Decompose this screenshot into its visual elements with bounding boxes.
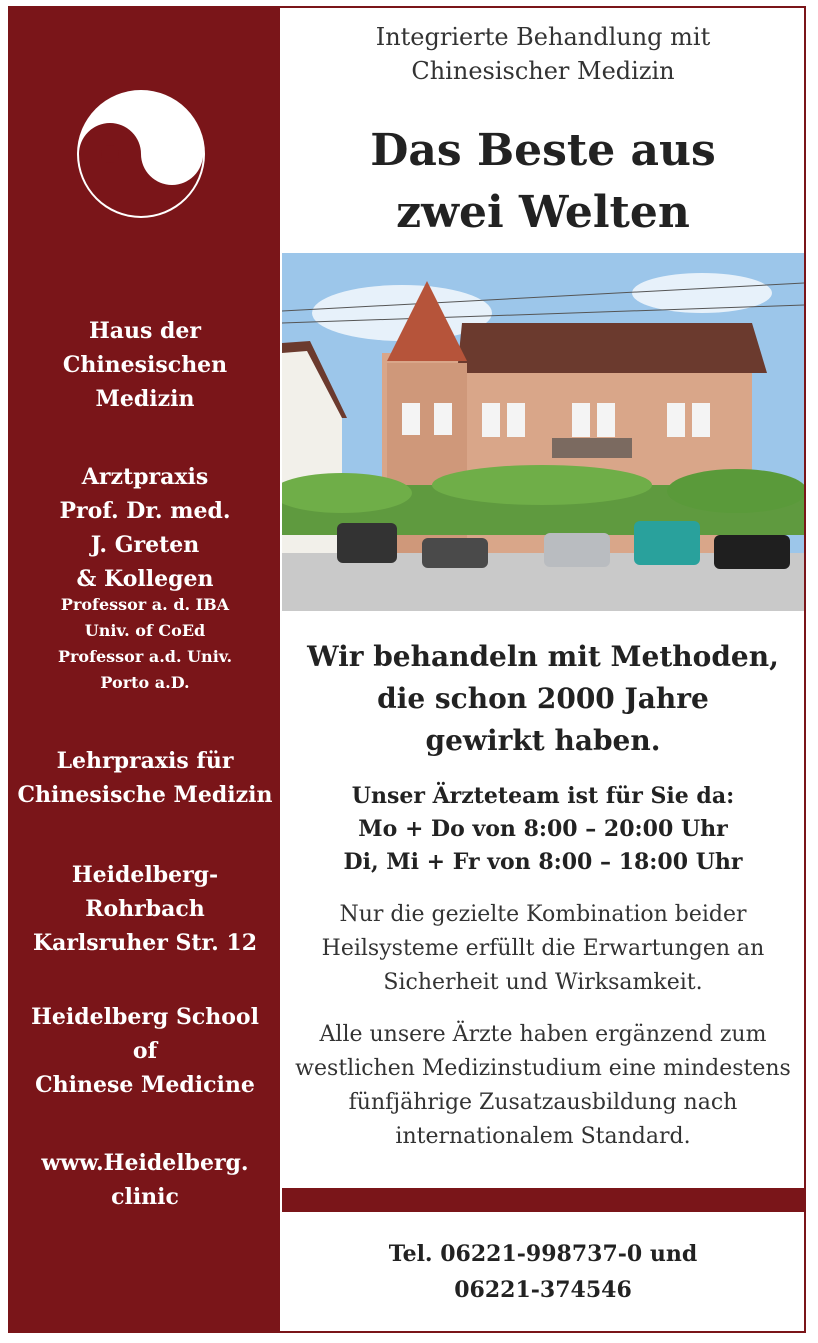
paragraph-line: Heilsysteme erfüllt die Erwartungen an [321,936,765,961]
practice-line: J. Greten [90,532,200,558]
building-illustration [282,253,804,611]
doctors-paragraph [282,1018,804,1154]
school-line: of [132,1038,158,1064]
paragraph-line: Sicherheit und Wirksamkeit. [383,970,703,995]
practice-line: & Kollegen [76,566,214,592]
headline-line: Das Beste aus [370,125,716,176]
phone-line[interactable]: Tel. 06221-998737-0 und [388,1241,698,1267]
paragraph-line: internationalem Standard. [395,1124,691,1149]
headline [282,120,804,244]
address-line: Heidelberg- [71,862,219,888]
slogan [282,636,804,762]
hours-line: Mo + Do von 8:00 – 20:00 Uhr [358,816,728,842]
address [10,858,280,960]
divider-bar [282,1188,804,1212]
intro-line: Integrierte Behandlung mit [375,23,711,51]
website-line[interactable]: www.Heidelberg. [41,1150,249,1176]
paragraph-line: fünfjährige Zusatzausbildung nach [348,1090,738,1115]
school-line: Heidelberg School [31,1004,259,1030]
opening-hours [282,780,804,879]
institute-line: Medizin [95,386,195,412]
phone-line[interactable]: 06221-374546 [454,1277,632,1303]
main-column [282,8,804,1331]
practice-line: Prof. Dr. med. [59,498,231,524]
teaching-line: Chinesische Medizin [17,782,273,808]
website[interactable] [10,1146,280,1214]
slogan-line: gewirkt haben. [425,724,661,757]
intro-text [282,20,804,88]
credential-line: Univ. of CoEd [84,621,206,640]
school-name [10,1000,280,1102]
institute-line: Haus der [88,318,202,344]
credential-line: Professor a. d. IBA [60,595,230,614]
credentials [10,592,280,696]
practice-name [10,460,280,596]
paragraph-line: Alle unsere Ärzte haben ergänzend zum [319,1022,767,1047]
phone-numbers[interactable] [282,1236,804,1308]
teaching-line: Lehrpraxis für [56,748,234,774]
slogan-line: die schon 2000 Jahre [377,682,709,715]
credential-line: Porto a.D. [100,673,190,692]
website-line[interactable]: clinic [111,1184,179,1210]
combination-paragraph [282,898,804,1000]
paragraph-line: Nur die gezielte Kombination beider [339,902,747,927]
school-line: Chinese Medicine [35,1072,255,1098]
paragraph-line: westlichen Medizinstudium eine mindestens [295,1056,791,1081]
building-photo [282,253,804,611]
slogan-line: Wir behandeln mit Methoden, [307,640,779,673]
institute-name [10,314,280,416]
address-line: Karlsruher Str. 12 [32,930,258,956]
yin-yang-icon [75,88,207,220]
intro-line: Chinesischer Medizin [411,57,675,85]
sidebar [10,8,280,1331]
practice-line: Arztpraxis [81,464,209,490]
credential-line: Professor a.d. Univ. [57,647,233,666]
hours-line: Unser Ärzteteam ist für Sie da: [351,783,735,809]
institute-line: Chinesischen [62,352,228,378]
teaching-practice [10,744,280,812]
hours-line: Di, Mi + Fr von 8:00 – 18:00 Uhr [343,849,743,875]
headline-line: zwei Welten [396,187,690,238]
address-line: Rohrbach [85,896,205,922]
